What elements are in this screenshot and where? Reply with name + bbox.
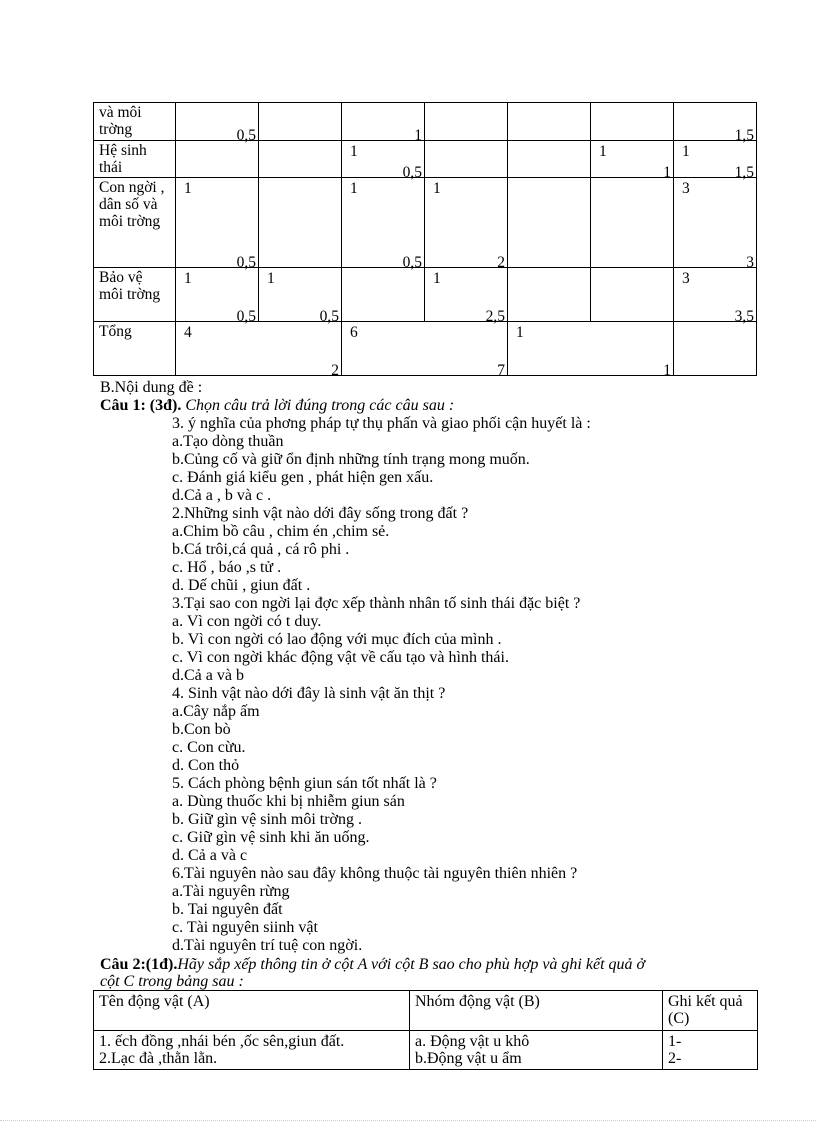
matrix-cell: [508, 268, 591, 322]
score-matrix-table: [93, 102, 757, 379]
matrix-cell: [176, 322, 342, 379]
col-c-cell: [663, 1031, 758, 1070]
matrix-cell: [342, 141, 425, 181]
question-1-line: a.Tài nguyên rừng: [172, 883, 290, 900]
cell-score: 1,5: [734, 127, 754, 144]
question-1-line: d. Cả a và c: [172, 847, 248, 864]
cell-score: 0,5: [236, 254, 256, 271]
question-1-line: b.Củng cố và giữ ổn định những tính trạng mong muốn.: [172, 451, 530, 468]
matrix-cell: [674, 103, 757, 144]
question-1-line: 5. Cách phòng bệnh giun sán tốt nhất là ?: [172, 775, 437, 792]
matrix-cell: [508, 178, 591, 268]
matrix-cell: [508, 103, 591, 141]
cell-count: 1: [267, 270, 275, 287]
matrix-cell: [425, 103, 508, 141]
col-a-item-2: 2.Lạc đà ,thằn lằn.: [99, 1050, 218, 1067]
matrix-cell: [425, 141, 508, 178]
question-1-line: b. Tai nguyên đất: [172, 901, 283, 918]
question-1-line: a.Cây nắp ấm: [172, 703, 260, 720]
matrix-cell: [508, 322, 674, 379]
matrix-cell: [674, 178, 757, 271]
question-2-header: [100, 956, 645, 974]
cell-count: 1: [433, 180, 441, 197]
cell-score: 0,5: [402, 164, 422, 181]
question-1-header: [100, 397, 454, 415]
question-1-line: d. Con thỏ: [172, 757, 240, 774]
question-1-line: d.Cả a và b: [172, 667, 244, 684]
question-1-line: b. Vì con ngời có lao động với mục đích của mình .: [172, 631, 502, 648]
question-2-label: Câu 2:(1đ).: [100, 956, 178, 973]
cell-score: 0,5: [319, 308, 339, 325]
question-1-line: a.Tạo dòng thuần: [172, 433, 284, 450]
matrix-cell: [342, 268, 425, 322]
matrix-cell: [176, 141, 259, 178]
section-title: B.Nội dung đề :: [100, 379, 203, 396]
cell-score: 0,5: [236, 308, 256, 325]
header-col-a: Tên động vật (A): [94, 991, 410, 1031]
question-1-line: 3.Tại sao con ngời lại đợc xếp thành nhân tố sinh thái đặc biệt ?: [172, 595, 581, 612]
page-bottom-edge: [0, 1120, 816, 1121]
row-label: Bảo vệ môi trờng: [94, 268, 176, 322]
matrix-cell: [425, 268, 508, 325]
question-1-line: 2.Những sinh vật nào dới đây sống trong đất ?: [172, 505, 469, 522]
cell-score: 1: [414, 127, 422, 144]
matrix-cell: [342, 322, 508, 379]
matrix-row: [94, 103, 757, 141]
header-col-b: Nhóm động vật (B): [410, 991, 663, 1031]
col-b-item-2: b.Động vật u ẩm: [415, 1050, 522, 1067]
matrix-cell: [259, 141, 342, 178]
row-label: Tổng: [94, 322, 176, 376]
question-2-instruction: Hãy sắp xếp thông tin ở cột A với cột B sao cho phù hợp và ghi kết quả ở: [177, 956, 646, 973]
question-1-line: b. Giữ gìn vệ sinh môi trờng .: [172, 811, 363, 828]
matrix-cell: [591, 268, 674, 322]
question-1-line: b.Cá trôi,cá quả , cá rô phi .: [172, 541, 350, 558]
question-1-line: c. Con cừu.: [172, 739, 246, 756]
cell-score: 3,5: [734, 308, 754, 325]
cell-count: 1: [350, 180, 358, 197]
cell-score: 2: [331, 362, 339, 379]
question-1-line: a.Chim bồ câu , chim én ,chim sẻ.: [172, 523, 390, 540]
cell-score: 0,5: [236, 127, 256, 144]
cell-score: 0,5: [402, 254, 422, 271]
matrix-cell: [674, 322, 757, 376]
matrix-cell: [342, 103, 425, 144]
matrix-row: [94, 268, 757, 322]
cell-count: 1: [350, 143, 358, 160]
question-1-line: 3. ý nghĩa của phơng pháp tự thụ phấn và giao phối cận huyết là :: [172, 415, 591, 432]
matrix-row: [94, 141, 757, 178]
col-c-item-2: 2-: [668, 1050, 682, 1067]
col-a-cell: [94, 1031, 410, 1070]
matrix-cell: [674, 268, 757, 325]
cell-count: 1: [184, 270, 192, 287]
matrix-cell: [508, 141, 591, 178]
cell-count: 3: [682, 270, 690, 287]
matrix-cell: [176, 268, 259, 325]
cell-count: 1: [433, 270, 441, 287]
matrix-cell: [425, 178, 508, 271]
cell-score: 3: [746, 254, 754, 271]
matching-body-row: [94, 1031, 758, 1070]
matrix-cell: [591, 103, 674, 141]
question-1-line: c. Tài nguyên siinh vật: [172, 919, 318, 936]
question-1-line: c. Giữ gìn vệ sinh khi ăn uống.: [172, 829, 370, 846]
row-label: Hệ sinh thái: [94, 141, 176, 178]
cell-count: 3: [682, 180, 690, 197]
question-1-line: a. Vì con ngời có t duy.: [172, 613, 322, 630]
question-1-line: d. Dế chũi , giun đất .: [172, 577, 311, 594]
cell-count: 1: [516, 324, 524, 341]
question-1-line: 6.Tài nguyên nào sau đây không thuộc tài nguyên thiên nhiên ?: [172, 865, 578, 882]
col-a-item-1: 1. ếch đồng ,nhái bén ,ốc sên,giun đất.: [99, 1033, 345, 1050]
matrix-row: [94, 322, 757, 376]
matrix-cell: [176, 103, 259, 144]
cell-count: 1: [184, 180, 192, 197]
question-1-line: a. Dùng thuốc khi bị nhiễm giun sán: [172, 793, 405, 810]
question-1-label: Câu 1: (3đ).: [100, 397, 182, 414]
question-1-line: c. Vì con ngời khác động vật về cấu tạo và hình thái.: [172, 649, 509, 666]
cell-score: 1: [663, 164, 671, 181]
col-b-cell: [410, 1031, 663, 1070]
question-1-line: 4. Sinh vật nào dới đây là sinh vật ăn thịt ?: [172, 685, 446, 702]
matching-table: [93, 990, 758, 1070]
question-1-line: c. Đánh giá kiểu gen , phát hiện gen xấu.: [172, 469, 434, 486]
question-1-line: d.Cả a , b và c .: [172, 487, 272, 504]
row-label: Con ngời , dân số và môi trờng: [94, 178, 176, 268]
matrix-cell: [591, 178, 674, 268]
cell-score: 1: [663, 362, 671, 379]
question-1-line: b.Con bò: [172, 721, 231, 738]
col-b-item-1: a. Động vật u khô: [415, 1033, 530, 1050]
cell-score: 7: [497, 362, 505, 379]
cell-count: 1: [682, 143, 690, 160]
cell-score: 2,5: [485, 308, 505, 325]
matrix-row: [94, 178, 757, 268]
row-label: và môi trờng: [94, 103, 176, 141]
question-2-instruction-cont: cột C trong bảng sau :: [100, 973, 244, 990]
matrix-cell: [259, 178, 342, 268]
matrix-cell: [674, 141, 757, 181]
question-1-line: c. Hổ , báo ,s tử .: [172, 559, 282, 576]
question-1-line: d.Tài nguyên trí tuệ con ngời.: [172, 937, 363, 954]
matrix-cell: [176, 178, 259, 271]
header-col-c: Ghi kết quả (C): [663, 991, 758, 1031]
cell-count: 1: [599, 143, 607, 160]
question-1-instruction: Chọn câu trả lời đúng trong các câu sau :: [185, 397, 455, 414]
cell-count: 6: [350, 324, 358, 341]
matrix-cell: [259, 103, 342, 141]
col-c-item-1: 1-: [668, 1033, 682, 1050]
cell-count: 4: [184, 324, 192, 341]
matrix-cell: [259, 268, 342, 325]
cell-score: 2: [497, 254, 505, 271]
matrix-cell: [591, 141, 674, 181]
matrix-cell: [342, 178, 425, 271]
cell-score: 1,5: [734, 164, 754, 181]
matching-header-row: [94, 991, 758, 1031]
